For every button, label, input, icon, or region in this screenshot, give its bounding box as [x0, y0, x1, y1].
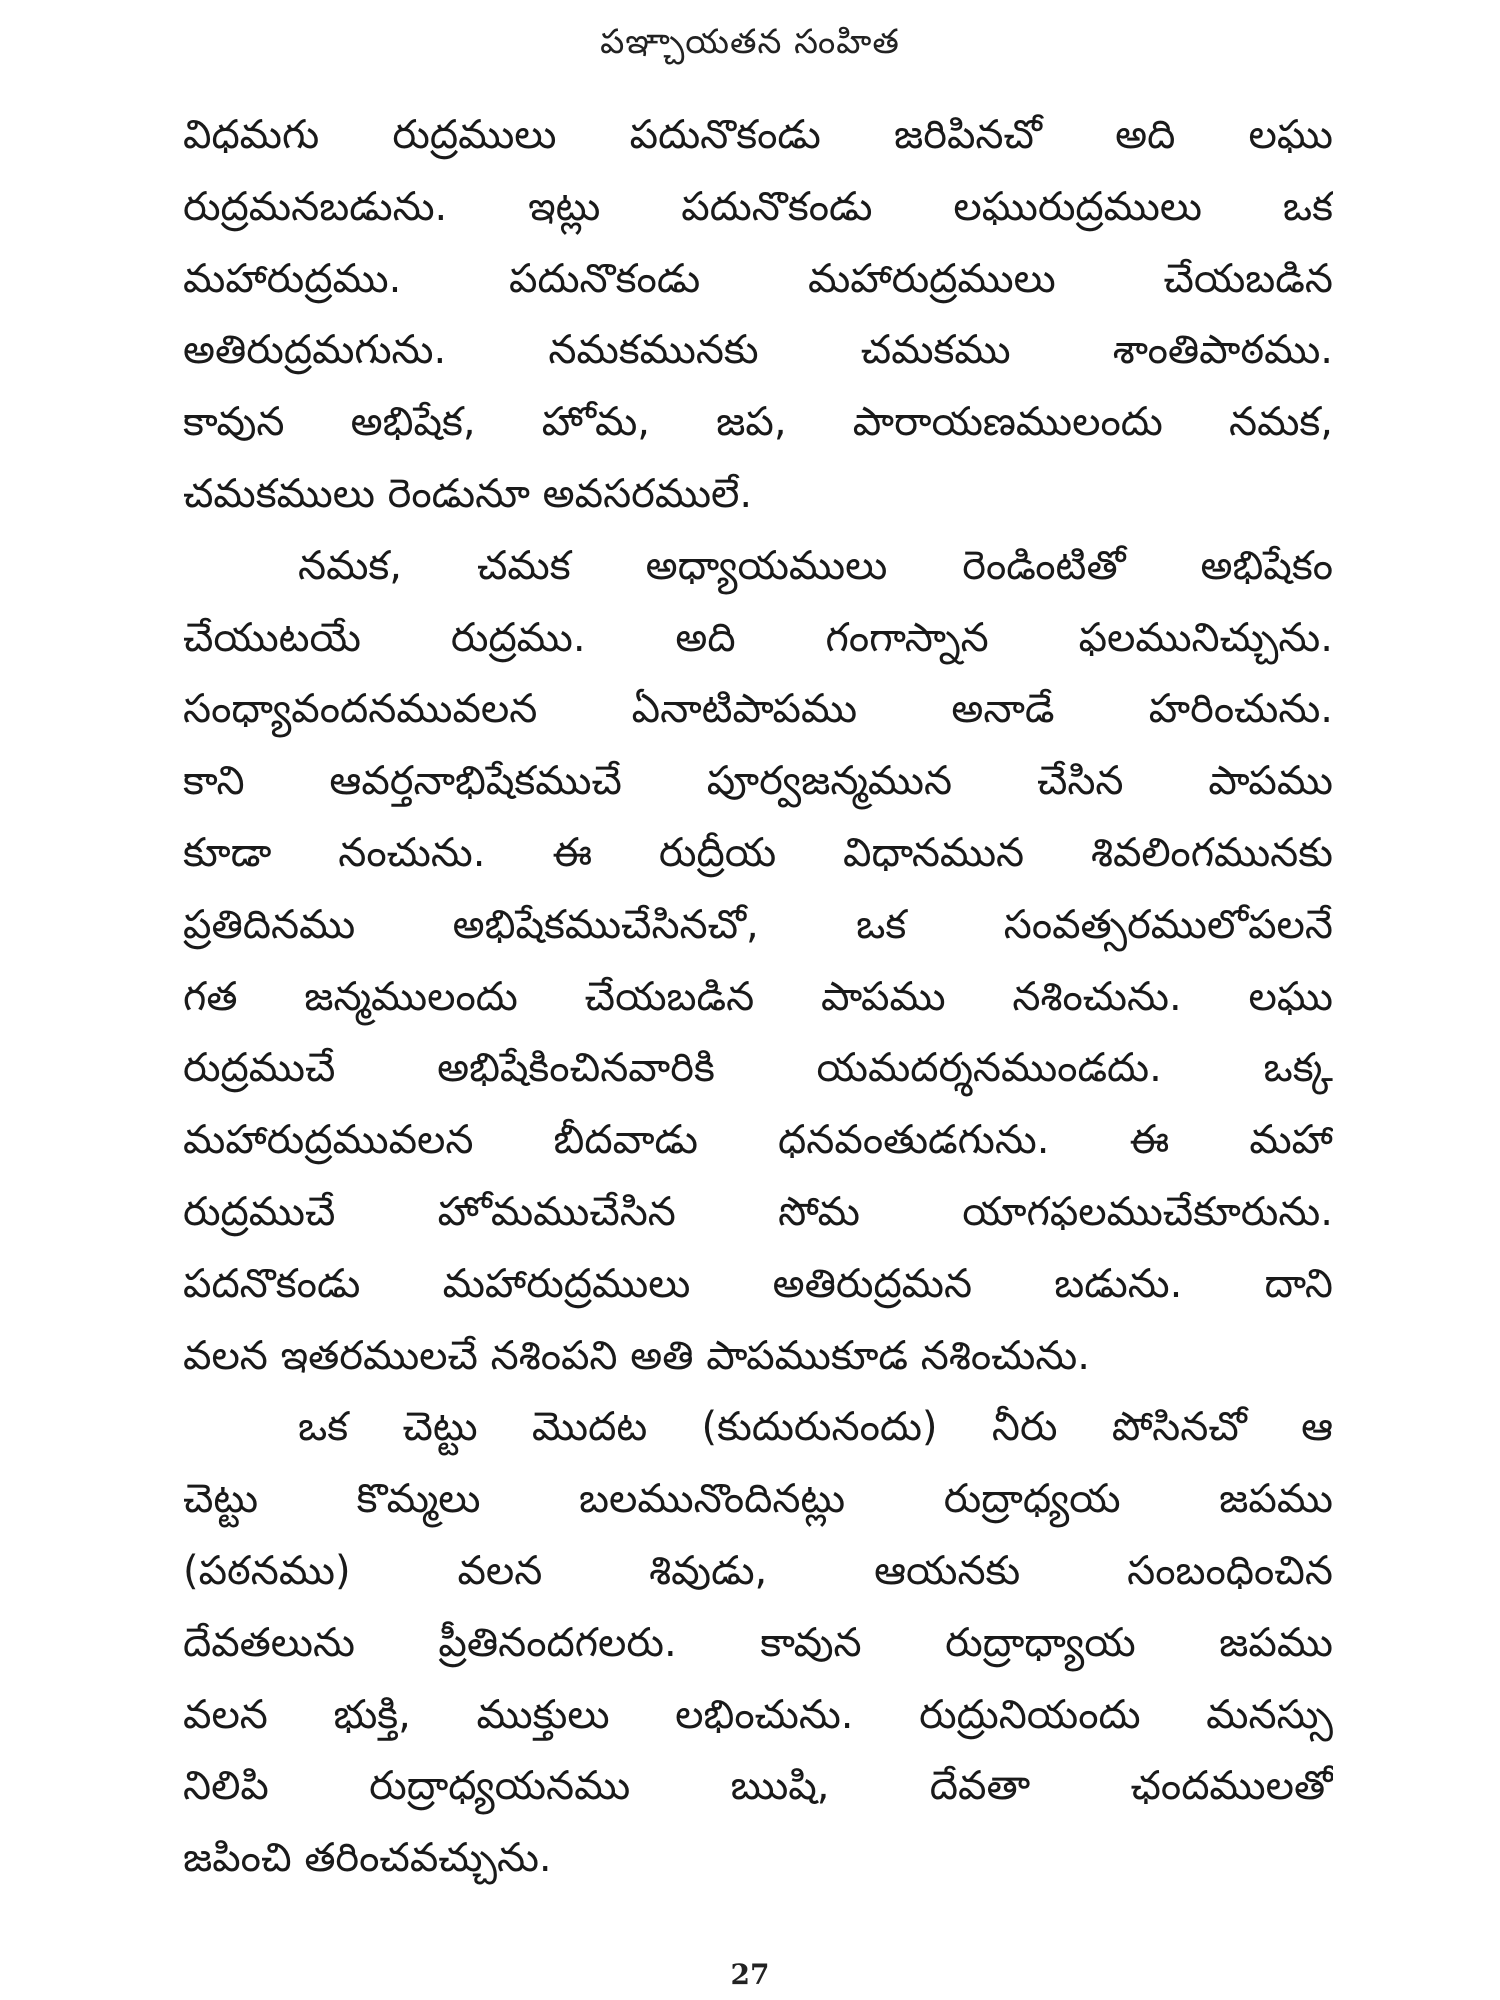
- text-line: పదనొకండు మహారుద్రములు అతిరుద్రమన బడును. దాని: [183, 1260, 1333, 1307]
- text-line: మహారుద్రము. పదునొకండు మహారుద్రములు చేయబడిన: [183, 255, 1333, 302]
- text-line: సంధ్యావందనమువలన ఏనాటిపాపము అనాడే హరించును.: [183, 686, 1333, 733]
- text-line: నమక, చమక అధ్యాయములు రెండింటితో అభిషేకం: [298, 542, 1333, 589]
- text-line: వలన ఇతరములచే నశింపని అతి పాపముకూడ నశించును.: [183, 1332, 1090, 1379]
- text-line: రుద్రముచే హోమముచేసిన సోమ యాగఫలముచేకూరును.: [183, 1188, 1333, 1235]
- text-line: జపించి తరించవచ్చును.: [183, 1835, 552, 1882]
- text-line: అతిరుద్రమగును. నమకమునకు చమకము శాంతిపాఠము.: [183, 327, 1333, 374]
- text-line: కాని ఆవర్తనాభిషేకముచే పూర్వజన్మమున చేసిన పాపము: [183, 758, 1333, 805]
- text-line: (పఠనము) వలన శివుడు, ఆయనకు సంబంధించిన: [183, 1547, 1333, 1594]
- text-line: నిలిపి రుద్రాధ్యయనము ఋషి, దేవతా ఛందములతో: [183, 1763, 1333, 1810]
- text-line: మహారుద్రమువలన బీదవాడు ధనవంతుడగును. ఈ మహా: [183, 1117, 1333, 1164]
- paragraph: [183, 531, 1333, 1393]
- text-line: కూడా నంచును. ఈ రుద్రీయ విధానమున శివలింగమునకు: [183, 829, 1333, 876]
- text-line: చమకములు రెండునూ అవసరములే.: [183, 470, 753, 517]
- paragraph: [183, 1392, 1333, 1895]
- page-number: 27: [730, 1958, 770, 1991]
- text-line: విధమగు రుద్రములు పదునొకండు జరిపినచో అది లఘు: [183, 112, 1333, 158]
- text-line: ఒక చెట్టు మొదట (కుదురునందు) నీరు పోసినచో ఆ: [298, 1404, 1333, 1451]
- text-line: కావున అభిషేక, హోమ, జప, పారాయణములందు నమక,: [183, 399, 1333, 446]
- text-line: రుద్రముచే అభిషేకించినవారికి యమదర్శనముండదు. ఒక్క: [183, 1045, 1333, 1092]
- text-line: ప్రతిదినము అభిషేకముచేసినచో, ఒక సంవత్సరములోపలనే: [183, 901, 1333, 948]
- text-line: గత జన్మములందు చేయబడిన పాపము నశించును. లఘు: [183, 973, 1333, 1020]
- running-title: పఞ్చాయతన సంహిత: [600, 22, 900, 62]
- text-line: రుద్రమనబడును. ఇట్లు పదునొకండు లఘురుద్రములు ఒక: [183, 183, 1333, 230]
- text-line: చేయుటయే రుద్రము. అది గంగాస్నాన ఫలమునిచ్చును.: [183, 614, 1333, 661]
- text-line: చెట్టు కొమ్మలు బలమునొందినట్లు రుద్రాధ్యయ జపము: [183, 1476, 1333, 1523]
- text-line: దేవతలును ప్రీతినందగలరు. కావున రుద్రాధ్యాయ జపము: [183, 1619, 1333, 1666]
- body-text: [183, 100, 1333, 1895]
- text-line: వలన భుక్తి, ముక్తులు లభించును. రుద్రునియందు మనస్సు: [183, 1691, 1333, 1738]
- paragraph: [183, 100, 1333, 531]
